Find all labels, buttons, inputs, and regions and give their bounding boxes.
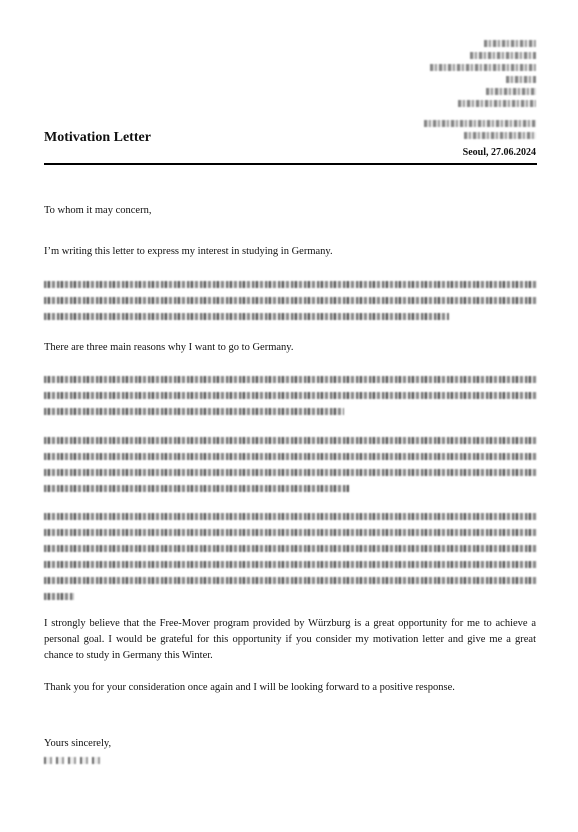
- signoff: Yours sincerely,: [44, 738, 112, 749]
- redacted-line: [458, 100, 536, 107]
- redacted-paragraph: [44, 376, 537, 424]
- redacted-line: [424, 120, 536, 127]
- redacted-paragraph: [44, 437, 537, 501]
- thanks-paragraph: Thank you for your consideration once again and I will be looking forward to a positive response.: [44, 682, 455, 693]
- sender-address-redacted: [424, 40, 536, 144]
- closing-paragraph: I strongly believe that the Free-Mover program provided by Würzburg is a great opportunity for me to achieve a personal goal. I would be grateful for this opportunity if you consider my motivation letter and give me a great chance to study in Germany this Winter.: [44, 618, 536, 661]
- letter-date: Seoul, 27.06.2024: [462, 147, 536, 158]
- reasons-intro: There are three main reasons why I want to go to Germany.: [44, 342, 294, 353]
- intro-paragraph: I’m writing this letter to express my interest in studying in Germany.: [44, 246, 333, 257]
- redacted-paragraph: [44, 513, 537, 609]
- redacted-line: [486, 88, 536, 95]
- redacted-line: [470, 52, 536, 59]
- redacted-line: [430, 64, 536, 71]
- redacted-line: [484, 40, 536, 47]
- signature-redacted: [44, 757, 104, 764]
- header-divider: [44, 163, 537, 165]
- redacted-line: [464, 132, 536, 139]
- redacted-paragraph: [44, 281, 537, 329]
- salutation: To whom it may concern,: [44, 205, 152, 216]
- redacted-line: [506, 76, 536, 83]
- letter-title: Motivation Letter: [44, 130, 151, 145]
